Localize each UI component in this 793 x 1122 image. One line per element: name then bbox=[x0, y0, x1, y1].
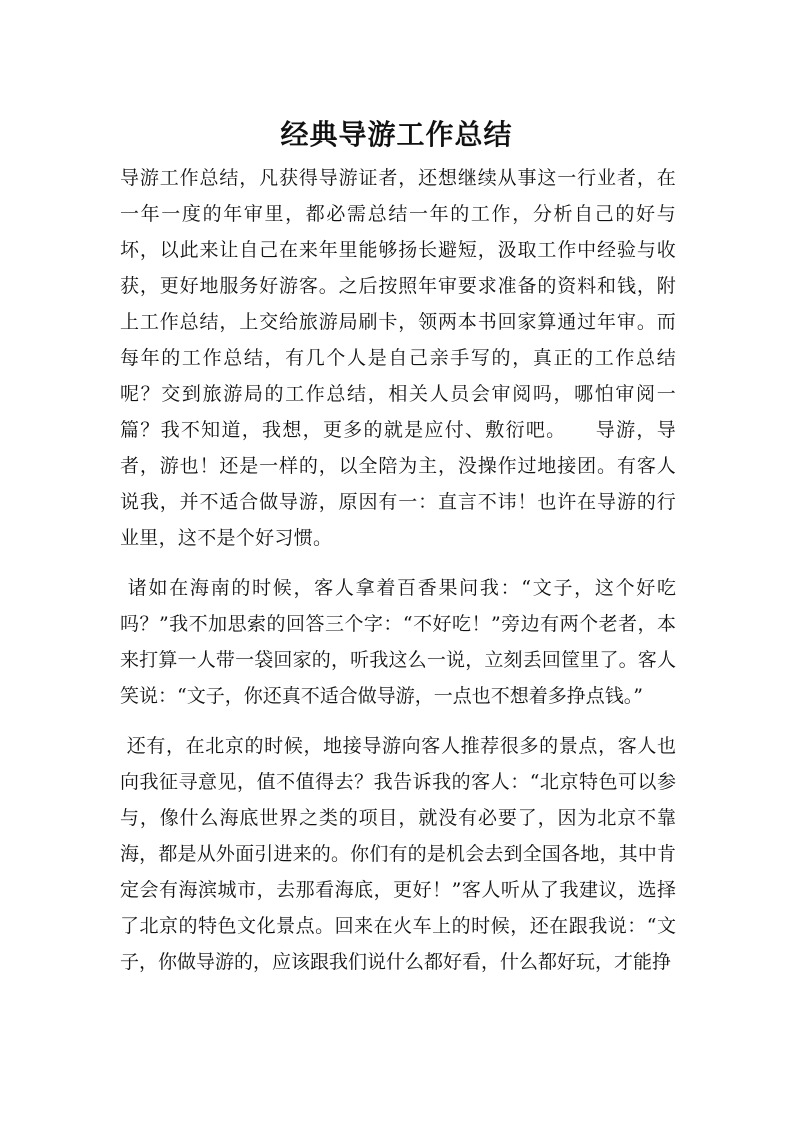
paragraph-hainan: 诸如在海南的时候，客人拿着百香果问我：“文子，这个好吃吗？”我不加思索的回答三个字：“不好吃！”旁边有两个老者，本来打算一人带一袋回家的，听我这么一说，立刻丢回筐里了。客人笑说：“文子，你还真不适合做导游，一点也不想着多挣点钱。” bbox=[120, 577, 677, 707]
document-body bbox=[120, 160, 676, 980]
paragraph-intro: 导游工作总结，凡获得导游证者，还想继续从事这一行业者，在一年一度的年审里，都必需总结一年的工作，分析自己的好与坏，以此来让自己在来年里能够扬长避短，汲取工作中经验与收获，更好地服务好游客。之后按照年审要求准备的资料和钱，附上工作总结，上交给旅游局刷卡，领两本书回家算通过年审。而每年的工作总结，有几个人是自己亲手写的，真正的工作总结呢？交到旅游局的工作总结，相关人员会审阅吗，哪怕审阅一篇？我不知道，我想，更多的就是应付、敷衍吧。 导游，导者，游也！还是一样的，以全陪为主，没操作过地接团。有客人说我，并不适合做导游，原因有一：直言不讳！也许在导游的行业里，这不是个好习惯。 bbox=[120, 167, 676, 549]
paragraph-beijing: 还有，在北京的时候，地接导游向客人推荐很多的景点，客人也向我征寻意见，值不值得去？我告诉我的客人：“北京特色可以参与，像什么海底世界之类的项目，就没有必要了，因为北京不靠海，都是从外面引进来的。你们有的是机会去到全国各地，其中肯定会有海滨城市，去那看海底，更好！”客人听从了我建议，选择了北京的特色文化景点。回来在火车上的时候，还在跟我说：“文子，你做导游的，应该跟我们说什么都好看，什么都好玩，才能挣 bbox=[120, 735, 676, 973]
document-title: 经典导游工作总结 bbox=[280, 117, 513, 151]
